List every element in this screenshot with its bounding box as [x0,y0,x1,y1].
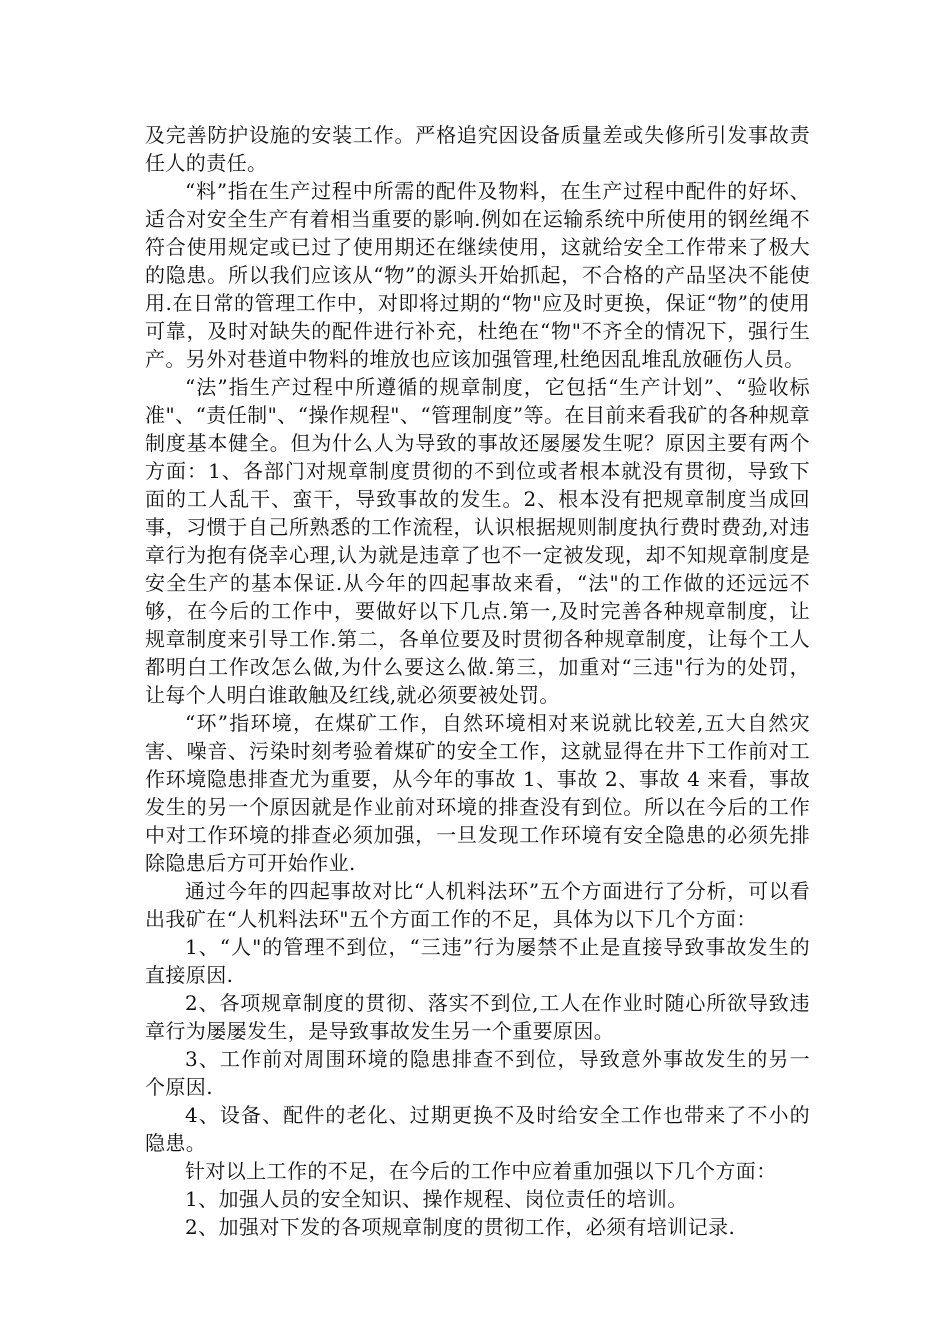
list-item-shortcoming-4: 4、设备、配件的老化、过期更换不及时给安全工作也带来了不小的隐患。 [145,1103,810,1155]
list-item-shortcoming-2: 2、各项规章制度的贯彻、落实不到位,工人在作业时随心所欲导致违章行为屡屡发生，是导致事故发生另一个重要原因。 [145,991,810,1043]
paragraph-method: “法”指生产过程中所遵循的规章制度，它包括“生产计划”、“验收标准"、“责任制"、“操作规程"、“管理制度”等。在目前来看我矿的各种规章制度基本健全。但为什么人为导致的事故还屡屡发生呢？原因主要有两个方面：1、各部门对规章制度贯彻的不到位或者根本就没有贯彻，导致下面的工人乱干、蛮干，导致事故的发生。2、根本没有把规章制度当成回事，习惯于自己所熟悉的工作流程，认识根据规则制度执行费时费劲,对违章行为抱有侥幸心理,认为就是违章了也不一定被发现，却不知规章制度是安全生产的基本保证.从今年的四起事故来看，“法"的工作做的还远远不够，在今后的工作中，要做好以下几点.第一,及时完善各种规章制度，让规章制度来引导工作.第二，各单位要及时贯彻各种规章制度，让每个工人都明白工作改怎么做,为什么要这么做.第三，加重对“三违"行为的处罚，让每个人明白谁敢触及红线,就必须要被处罚。 [145,375,810,707]
list-item-improvement-1: 1、加强人员的安全知识、操作规程、岗位责任的培训。 [185,1187,688,1211]
paragraph-improvement-intro: 针对以上工作的不足，在今后的工作中应着重加强以下几个方面： [185,1159,777,1183]
document-body [145,121,810,1241]
list-item-improvement-2: 2、加强对下发的各项规章制度的贯彻工作，必须有培训记录. [185,1215,736,1239]
list-item-shortcoming-1: 1、“人"的管理不到位，“三违”行为屡禁不止是直接导致事故发生的直接原因. [145,935,810,987]
paragraph-material: “料”指在生产过程中所需的配件及物料，在生产过程中配件的好坏、适合对安全生产有着相当重要的影响.例如在运输系统中所使用的钢丝绳不符合使用规定或已过了使用期还在继续使用，这就给安全工作带来了极大的隐患。所以我们应该从“物”的源头开始抓起，不合格的产品坚决不能使用.在日常的管理工作中，对即将过期的“物"应及时更换，保证“物”的使用可靠，及时对缺失的配件进行补充，杜绝在“物"不齐全的情况下，强行生产。另外对巷道中物料的堆放也应该加强管理,杜绝因乱堆乱放砸伤人员。 [145,179,810,371]
list-item-shortcoming-3: 3、工作前对周围环境的隐患排查不到位，导致意外事故发生的另一个原因. [145,1047,810,1099]
paragraph-analysis-summary: 通过今年的四起事故对比“人机料法环”五个方面进行了分析，可以看出我矿在“人机料法环"五个方面工作的不足，具体为以下几个方面： [145,879,810,931]
paragraph-environment: “环”指环境，在煤矿工作，自然环境相对来说就比较差,五大自然灾害、噪音、污染时刻考验着煤矿的安全工作，这就显得在井下工作前对工作环境隐患排查尤为重要，从今年的事故 1、事故 2、事故 4 来看，事故发生的另一个原因就是作业前对环境的排查没有到位。所以在今后的工作中对工作环境的排查必须加强，一旦发现工作环境有安全隐患的必须先排除隐患后方可开始作业. [145,711,810,875]
paragraph-continuation: 及完善防护设施的安装工作。严格追究因设备质量差或失修所引发事故责任人的责任。 [145,123,810,175]
